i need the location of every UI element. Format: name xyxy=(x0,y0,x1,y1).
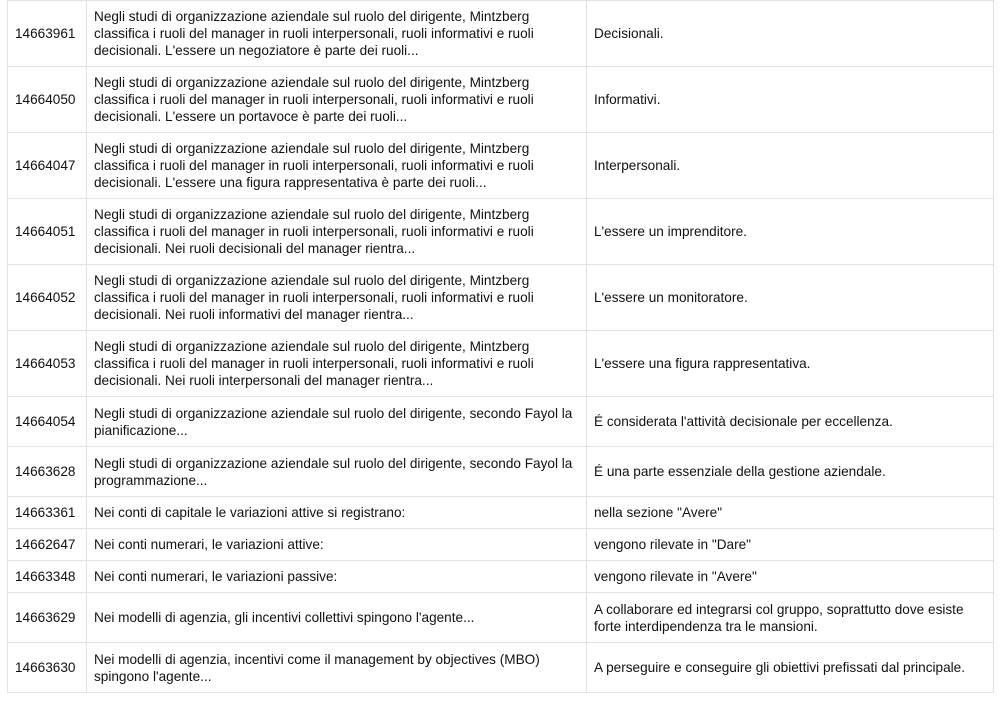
table-row xyxy=(8,529,994,561)
table-row xyxy=(8,561,994,593)
table-row xyxy=(8,447,994,497)
row-question: Negli studi di organizzazione aziendale sul ruolo del dirigente, Mintzberg classifica i ruoli del manager in ruoli interpersonali, ruoli informativi e ruoli decisionali. L'essere un portavoce è parte dei ruoli... xyxy=(87,67,587,133)
row-answer: vengono rilevate in "Dare" xyxy=(587,529,994,561)
table-row xyxy=(8,265,994,331)
row-id: 14664053 xyxy=(8,331,87,397)
row-question: Negli studi di organizzazione aziendale sul ruolo del dirigente, Mintzberg classifica i ruoli del manager in ruoli interpersonali, ruoli informativi e ruoli decisionali. Nei ruoli decisionali del manager rientra... xyxy=(87,199,587,265)
table-row xyxy=(8,593,994,643)
row-id: 14663348 xyxy=(8,561,87,593)
row-question: Nei conti numerari, le variazioni passive: xyxy=(87,561,587,593)
row-id: 14662647 xyxy=(8,529,87,561)
table-row xyxy=(8,397,994,447)
row-answer: É considerata l'attività decisionale per eccellenza. xyxy=(587,397,994,447)
row-id: 14664054 xyxy=(8,397,87,447)
row-question: Nei conti numerari, le variazioni attive: xyxy=(87,529,587,561)
row-answer: A collaborare ed integrarsi col gruppo, soprattutto dove esiste forte interdipendenza tra le mansioni. xyxy=(587,593,994,643)
row-answer: L'essere una figura rappresentativa. xyxy=(587,331,994,397)
row-id: 14663630 xyxy=(8,643,87,693)
table-row xyxy=(8,497,994,529)
qa-table xyxy=(7,0,994,693)
row-answer: É una parte essenziale della gestione aziendale. xyxy=(587,447,994,497)
row-answer: vengono rilevate in "Avere" xyxy=(587,561,994,593)
row-answer: Decisionali. xyxy=(587,1,994,67)
row-question: Negli studi di organizzazione aziendale sul ruolo del dirigente, Mintzberg classifica i ruoli del manager in ruoli interpersonali, ruoli informativi e ruoli decisionali. L'essere una figura rappresentativa è parte dei ruoli... xyxy=(87,133,587,199)
row-answer: L'essere un monitoratore. xyxy=(587,265,994,331)
row-id: 14664047 xyxy=(8,133,87,199)
row-question: Negli studi di organizzazione aziendale sul ruolo del dirigente, secondo Fayol la pianificazione... xyxy=(87,397,587,447)
table-row xyxy=(8,199,994,265)
row-question: Negli studi di organizzazione aziendale sul ruolo del dirigente, Mintzberg classifica i ruoli del manager in ruoli interpersonali, ruoli informativi e ruoli decisionali. L'essere un negoziatore è parte dei ruoli... xyxy=(87,1,587,67)
row-id: 14664052 xyxy=(8,265,87,331)
row-question: Nei modelli di agenzia, incentivi come il management by objectives (MBO) spingono l'agente... xyxy=(87,643,587,693)
row-question: Negli studi di organizzazione aziendale sul ruolo del dirigente, Mintzberg classifica i ruoli del manager in ruoli interpersonali, ruoli informativi e ruoli decisionali. Nei ruoli interpersonali del manager rientra... xyxy=(87,331,587,397)
row-question: Negli studi di organizzazione aziendale sul ruolo del dirigente, secondo Fayol la programmazione... xyxy=(87,447,587,497)
table-row xyxy=(8,1,994,67)
row-answer: A perseguire e conseguire gli obiettivi prefissati dal principale. xyxy=(587,643,994,693)
table-row xyxy=(8,133,994,199)
row-question: Negli studi di organizzazione aziendale sul ruolo del dirigente, Mintzberg classifica i ruoli del manager in ruoli interpersonali, ruoli informativi e ruoli decisionali. Nei ruoli informativi del manager rientra... xyxy=(87,265,587,331)
row-id: 14663629 xyxy=(8,593,87,643)
row-id: 14663361 xyxy=(8,497,87,529)
row-id: 14663961 xyxy=(8,1,87,67)
row-id: 14664050 xyxy=(8,67,87,133)
table-row xyxy=(8,67,994,133)
table-row xyxy=(8,331,994,397)
qa-table-container xyxy=(7,0,993,693)
row-id: 14663628 xyxy=(8,447,87,497)
row-answer: Informativi. xyxy=(587,67,994,133)
row-answer: Interpersonali. xyxy=(587,133,994,199)
row-question: Nei conti di capitale le variazioni attive si registrano: xyxy=(87,497,587,529)
row-answer: nella sezione "Avere" xyxy=(587,497,994,529)
row-id: 14664051 xyxy=(8,199,87,265)
row-answer: L'essere un imprenditore. xyxy=(587,199,994,265)
row-question: Nei modelli di agenzia, gli incentivi collettivi spingono l'agente... xyxy=(87,593,587,643)
table-row xyxy=(8,643,994,693)
